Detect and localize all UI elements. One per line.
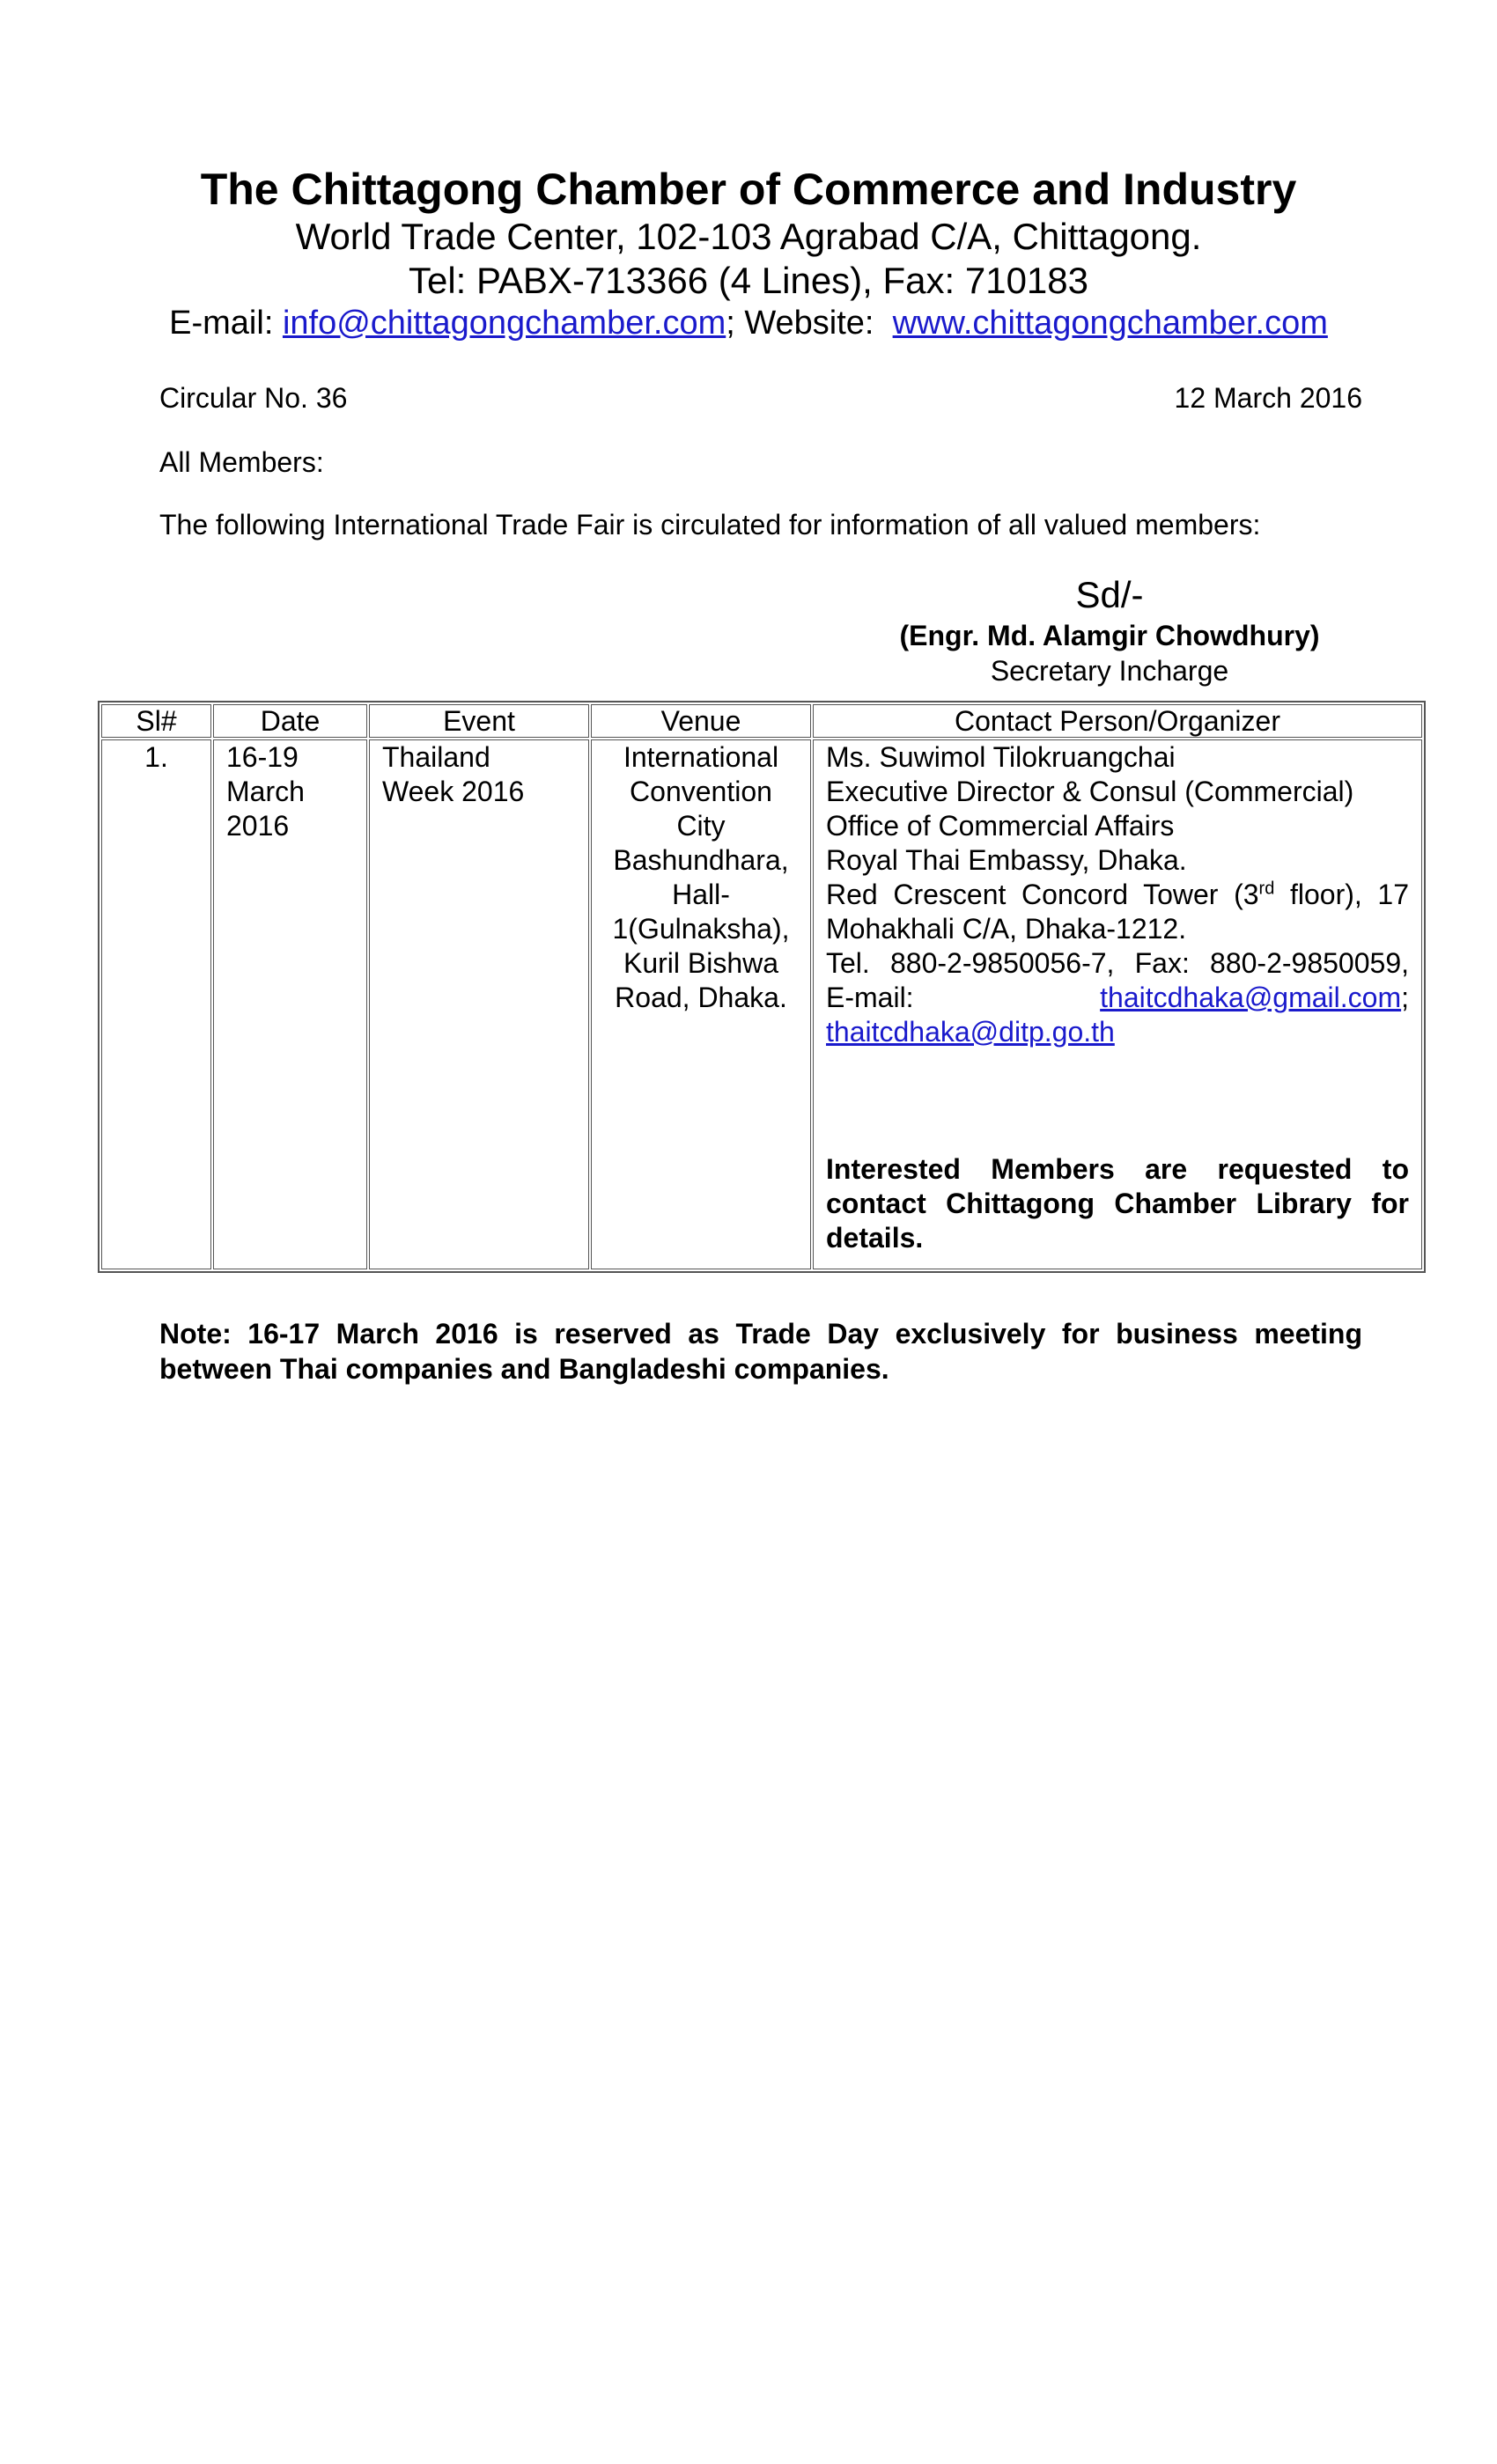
column-header-date: Date — [213, 704, 367, 738]
circular-info — [159, 380, 1362, 416]
cell-date — [213, 739, 367, 1269]
venue-line: City — [676, 810, 726, 842]
email-label: E-mail: — [169, 305, 283, 342]
organization-phone: Tel: PABX-713366 (4 Lines), Fax: 710183 — [408, 260, 1089, 301]
address-part: Red Crescent Concord Tower (3 — [826, 879, 1259, 910]
salutation: All Members: — [159, 446, 324, 478]
ordinal-suffix: rd — [1258, 879, 1275, 899]
signatory-title: Secretary Incharge — [990, 655, 1229, 687]
cell-contact — [813, 739, 1422, 1269]
venue-line: Hall- — [672, 879, 730, 910]
contact-person: Ms. Suwimol Tilokruangchai — [826, 741, 1176, 773]
event-line: Thailand — [382, 741, 490, 773]
table-row — [101, 739, 1422, 1269]
date-line: March — [226, 776, 305, 807]
venue-line: Convention — [630, 776, 772, 807]
signatory-name: (Engr. Md. Alamgir Chowdhury) — [899, 620, 1320, 651]
spacer — [826, 1049, 1409, 1152]
date-line: 16-19 — [226, 741, 299, 773]
organization-contact — [0, 303, 1497, 343]
contact-email-link-2[interactable]: thaitcdhaka@ditp.go.th — [826, 1016, 1115, 1048]
event-line: Week 2016 — [382, 776, 525, 807]
contact-address-line1 — [826, 878, 1409, 912]
intro-text: The following International Trade Fair is circulated for information of all valued members: — [159, 509, 1261, 541]
contact-email-link[interactable]: thaitcdhaka@gmail.com — [1100, 982, 1402, 1013]
letterhead — [0, 164, 1497, 343]
email-link[interactable]: info@chittagongchamber.com — [282, 305, 726, 342]
column-header-event: Event — [369, 704, 589, 738]
contact-phone: Tel. 880-2-9850056-7, Fax: 880-2-9850059, — [826, 947, 1409, 979]
signature-block — [828, 572, 1391, 688]
circular-date: 12 March 2016 — [1174, 382, 1362, 414]
contact-email-line2 — [826, 1015, 1409, 1049]
email-label: E-mail: — [826, 982, 914, 1013]
circular-number: Circular No. 36 — [159, 382, 348, 414]
venue-line: Bashundhara, — [613, 844, 789, 876]
website-link[interactable]: www.chittagongchamber.com — [892, 305, 1328, 342]
contact-office: Office of Commercial Affairs — [826, 810, 1175, 842]
website-label: ; Website: — [726, 305, 893, 342]
address-part: floor), 17 — [1274, 879, 1410, 910]
note-text: Note: 16-17 March 2016 is reserved as Trade Day exclusively for business meeting between Thai companies and Bangladeshi companies. — [159, 1318, 1362, 1385]
email-separator: ; — [1401, 982, 1409, 1013]
cell-event — [369, 739, 589, 1269]
organization-address: World Trade Center, 102-103 Agrabad C/A, Chittagong. — [295, 216, 1202, 257]
venue-line: Kuril Bishwa — [623, 947, 779, 979]
contact-embassy: Royal Thai Embassy, Dhaka. — [826, 844, 1187, 876]
table-header-row — [101, 704, 1422, 738]
venue-line: Road, Dhaka. — [615, 982, 787, 1013]
trade-fair-table — [98, 701, 1426, 1273]
contact-email-line — [826, 981, 1409, 1015]
contact-address-line2: Mohakhali C/A, Dhaka-1212. — [826, 913, 1187, 945]
venue-line: International — [623, 741, 779, 773]
contact-designation: Executive Director & Consul (Commercial) — [826, 776, 1354, 807]
interest-notice: Interested Members are requested to contact Chittagong Chamber Library for details. — [826, 1153, 1409, 1254]
venue-line: 1(Gulnaksha), — [612, 913, 790, 945]
column-header-contact: Contact Person/Organizer — [813, 704, 1422, 738]
cell-sl: 1. — [101, 739, 211, 1269]
column-header-sl: Sl# — [101, 704, 211, 738]
organization-name: The Chittagong Chamber of Commerce and Industry — [200, 165, 1297, 214]
signature-sd: Sd/- — [1075, 574, 1144, 615]
cell-venue — [591, 739, 811, 1269]
date-line: 2016 — [226, 810, 290, 842]
column-header-venue: Venue — [591, 704, 811, 738]
